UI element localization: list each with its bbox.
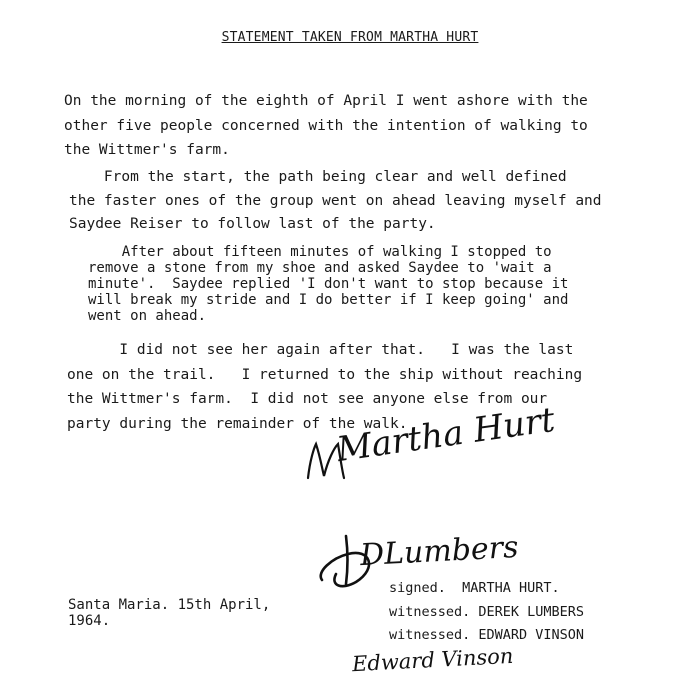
paragraph-3 [88,244,568,324]
text-line: went on ahead. [88,308,207,324]
text-line: I did not see her again after that. I was the last [67,342,574,358]
paragraph-1 [64,89,588,163]
witness-line-1: witnessed. DEREK LUMBERS [389,604,585,620]
text-line: the Wittmer's farm. I did not see anyone else from our [67,391,548,407]
paragraph-2 [69,166,602,237]
text-line: one on the trail. I returned to the ship without reaching [67,366,583,383]
year-line: 1964. [68,613,111,629]
location-line: Santa Maria. 15th April, [68,597,271,613]
text-line: Saydee Reiser to follow last of the party. [69,216,436,232]
text-line: the faster ones of the group went on ahead leaving myself and [69,192,602,209]
text-line: will break my stride and I do better if I keep going' and [88,292,569,308]
vinson-signature-text: Edward Vinson [351,643,514,677]
lumbers-signature-text: DLumbers [359,529,520,574]
martha-signature-text: Martha Hurt [334,399,558,470]
document-title: STATEMENT TAKEN FROM MARTHA HURT [221,30,479,45]
text-line: From the start, the path being clear and well defined [69,169,567,185]
text-line: minute'. Saydee replied 'I don't want to stop because it [88,276,569,292]
text-line: remove a stone from my shoe and asked Saydee to 'wait a [88,260,552,276]
text-line: the Wittmer's farm. [64,142,230,158]
text-line: On the morning of the eighth of April I went ashore with the [64,93,588,109]
text-line: party during the remainder of the walk. [67,415,408,432]
witness-line-2: witnessed. EDWARD VINSON [389,627,585,643]
signed-line: signed. MARTHA HURT. [389,580,560,596]
text-line: other five people concerned with the intention of walking to [64,117,588,134]
location-date [68,597,270,629]
text-line: After about fifteen minutes of walking I stopped to [88,244,552,260]
